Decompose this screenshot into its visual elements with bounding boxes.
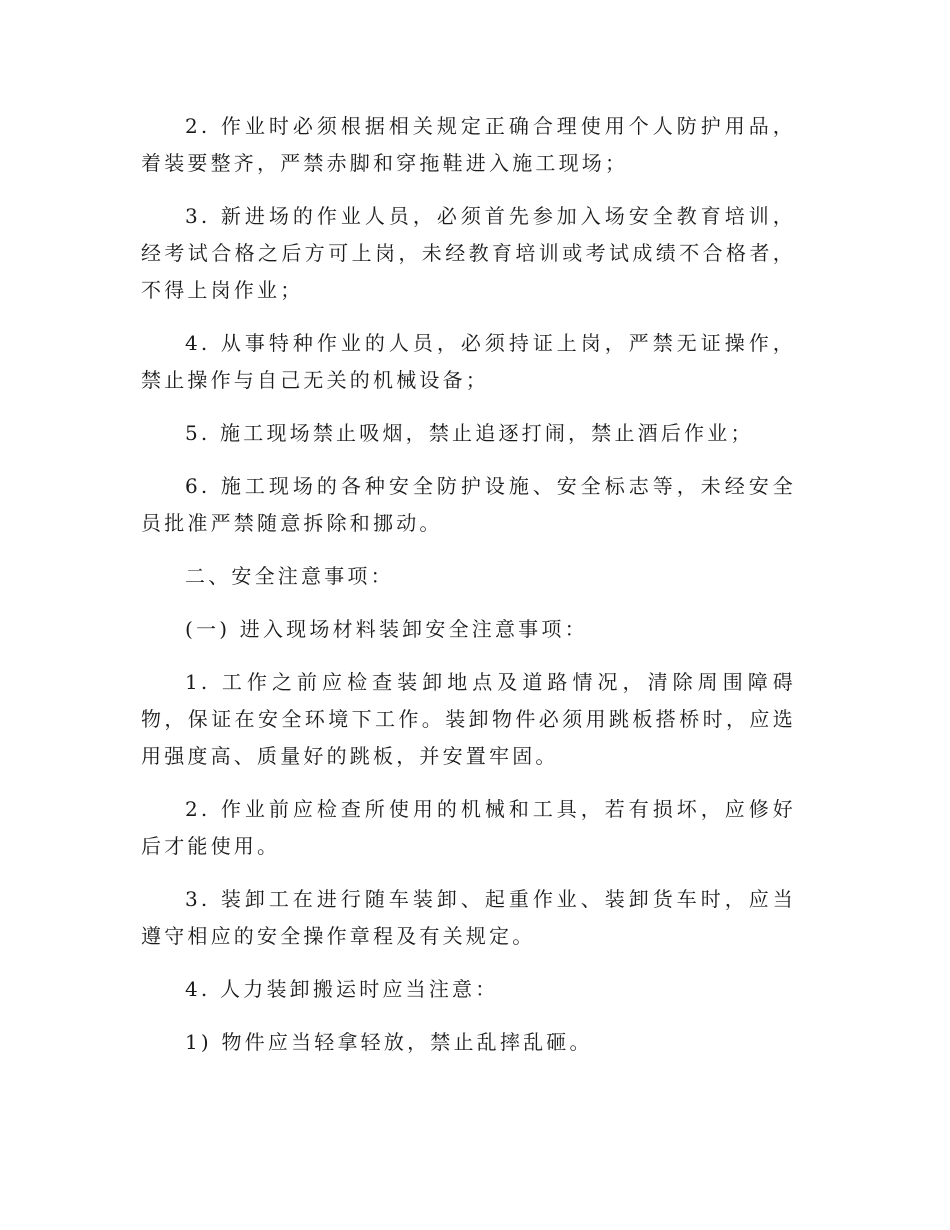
paragraph-follow-procedures: 3. 装卸工在进行随车装卸、起重作业、装卸货车时，应当遵守相应的安全操作章程及有关规定。 — [141, 887, 796, 948]
paragraph-inspect-tools: 2. 作业前应检查所使用的机械和工具，若有损坏，应修好后才能使用。 — [141, 797, 796, 858]
paragraph-ppe-rule: 2. 作业时必须根据相关规定正确合理使用个人防护用品，着装要整齐，严禁赤脚和穿拖鞋进入施工现场； — [141, 114, 796, 175]
paragraph-special-operation-rule: 4. 从事特种作业的人员，必须持证上岗，严禁无证操作，禁止操作与自己无关的机械设备； — [141, 331, 796, 392]
document-body — [141, 108, 796, 1077]
section-heading-safety-notes: 二、安全注意事项： — [185, 564, 394, 588]
paragraph-smoking-rule: 5. 施工现场禁止吸烟，禁止追逐打闹，禁止酒后作业； — [185, 421, 754, 445]
paragraph-training-rule: 3. 新进场的作业人员，必须首先参加入场安全教育培训，经考试合格之后方可上岗，未经教育培训或考试成绩不合格者，不得上岗作业； — [141, 204, 796, 302]
paragraph-inspect-site: 1. 工作之前应检查装卸地点及道路情况，清除周围障碍物，保证在安全环境下工作。装卸物件必须用跳板搭桥时，应选用强度高、质量好的跳板，并安置牢固。 — [141, 670, 796, 768]
paragraph-handle-gently: 1) 物件应当轻拿轻放，禁止乱摔乱砸。 — [185, 1030, 593, 1054]
paragraph-manual-handling: 4. 人力装卸搬运时应当注意： — [185, 977, 499, 1001]
subsection-heading-loading: (一) 进入现场材料装卸安全注意事项： — [185, 617, 588, 641]
paragraph-protection-facilities-rule: 6. 施工现场的各种安全防护设施、安全标志等，未经安全员批准严禁随意拆除和挪动。 — [141, 474, 796, 535]
